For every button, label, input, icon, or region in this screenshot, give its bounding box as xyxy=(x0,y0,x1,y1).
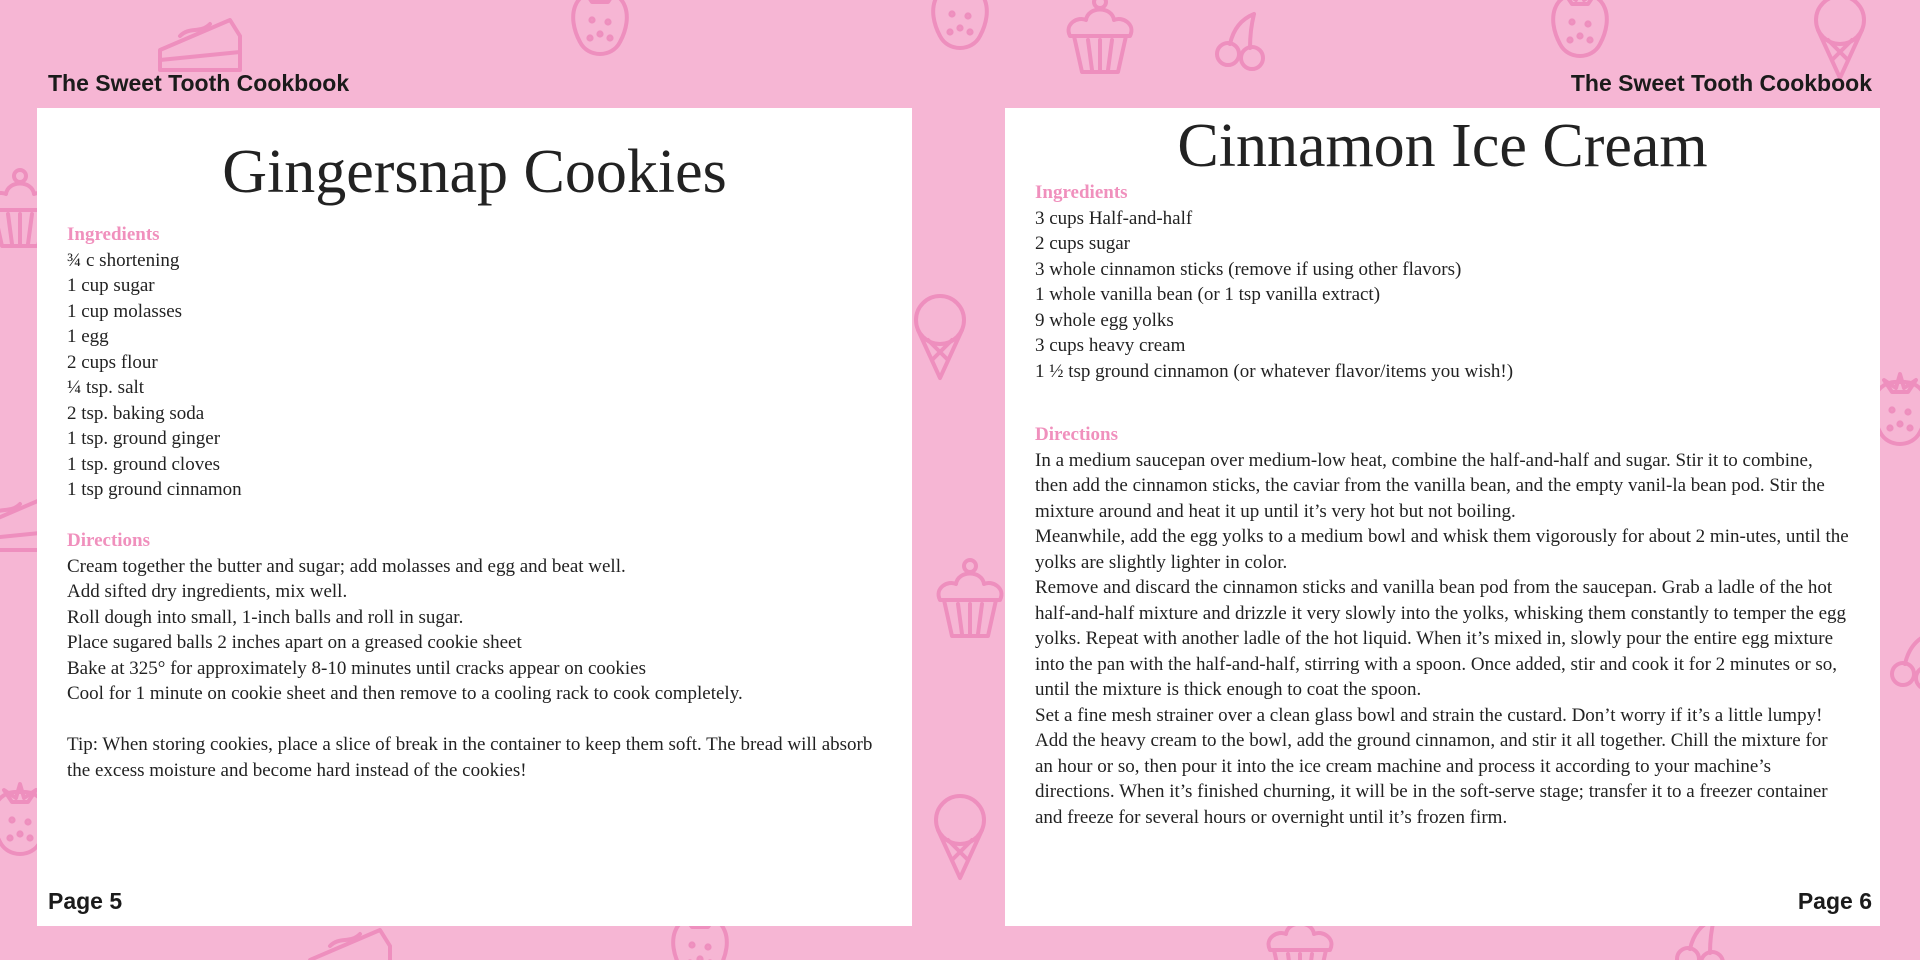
ingredient-item: ¼ tsp. salt xyxy=(67,377,145,399)
direction-step: Remove and discard the cinnamon sticks and vanilla bean pod from the saucepan. Grab a ladle of the hot half-and-half mixture and drizzle it very slowly into the yolks, whisking them constantly to temper the egg yolks. Repeat with another ladle of the hot liquid. When it’s mixed in, slowly pour the entire egg mixture into the pan with the half-and-half, stirring with a spoon. Once added, stir and cook it for 2 minutes or so, until the mixture is thick enough to coat the spoon. xyxy=(1035,577,1846,701)
ingredient-item: 1 tsp ground cinnamon xyxy=(67,479,242,501)
page-number: Page 5 xyxy=(48,888,123,914)
direction-step: Add the heavy cream to the bowl, add the ground cinnamon, and stir it all together. Chill the mixture for an hour or so, then pour it into the ice cream machine and process it according to your machine’s directions. When it’s finished churning, it will be in the soft-serve stage; transfer it to a freezer container and freeze for several hours or overnight until it’s frozen firm. xyxy=(1035,730,1828,828)
direction-step: Cream together the butter and sugar; add molasses and egg and beat well. xyxy=(67,555,626,577)
ingredient-item: 3 whole cinnamon sticks (remove if using other flavors) xyxy=(1035,258,1462,280)
recipe-content xyxy=(1005,180,1880,830)
ingredient-item: 1 whole vanilla bean (or 1 tsp vanilla extract) xyxy=(1035,284,1381,306)
ingredient-item: 9 whole egg yolks xyxy=(1035,309,1174,331)
recipe-card xyxy=(1005,108,1880,926)
directions-list xyxy=(1035,448,1850,831)
directions-heading: Directions xyxy=(1035,424,1119,446)
direction-step: In a medium saucepan over medium-low heat, combine the half-and-half and sugar. Stir it to combine, then add the cinnamon sticks, the caviar from the vanilla bean, and the empty vanil-la bean pod. Stir the mixture around and heat it up until it’s very hot but not boiling. xyxy=(1035,449,1825,522)
directions-heading: Directions xyxy=(67,530,151,552)
book-title: The Sweet Tooth Cookbook xyxy=(1570,70,1872,96)
ingredients-list xyxy=(1035,206,1850,385)
recipe-tip: Tip: When storing cookies, place a slice of break in the container to keep them soft. The bread will absorb the excess moisture and become hard instead of the cookies! xyxy=(67,734,873,781)
ingredient-item: 2 cups flour xyxy=(67,351,158,373)
ingredient-item: 1 egg xyxy=(67,326,109,348)
directions-list xyxy=(67,554,882,707)
ingredient-item: 1 tsp. ground ginger xyxy=(67,428,221,450)
direction-step: Bake at 325° for approximately 8-10 minutes until cracks appear on cookies xyxy=(67,657,647,679)
ingredient-item: 3 cups heavy cream xyxy=(1035,335,1186,357)
ingredient-item: 2 tsp. baking soda xyxy=(67,402,205,424)
ingredient-item: 1 cup sugar xyxy=(67,275,155,297)
direction-step: Place sugared balls 2 inches apart on a greased cookie sheet xyxy=(67,632,522,654)
ingredient-item: 3 cups Half-and-half xyxy=(1035,207,1193,229)
ingredient-item: 1 cup molasses xyxy=(67,300,183,322)
recipe-content xyxy=(37,222,912,783)
ingredient-item: 2 cups sugar xyxy=(1035,233,1130,255)
recipe-card xyxy=(37,108,912,926)
ingredient-item: 1 tsp. ground cloves xyxy=(67,453,221,475)
ingredients-list xyxy=(67,248,882,503)
ingredients-heading: Ingredients xyxy=(1035,182,1128,204)
right-page xyxy=(960,0,1920,960)
recipe-title: Gingersnap Cookies xyxy=(222,138,727,206)
ingredients-heading: Ingredients xyxy=(67,224,160,246)
direction-step: Roll dough into small, 1-inch balls and roll in sugar. xyxy=(67,606,464,628)
recipe-title: Cinnamon Ice Cream xyxy=(1177,112,1708,180)
ingredient-item: ¾ c shortening xyxy=(67,249,180,271)
direction-step: Set a fine mesh strainer over a clean glass bowl and strain the custard. Don’t worry if it’s a little lumpy! xyxy=(1035,704,1823,726)
book-title: The Sweet Tooth Cookbook xyxy=(48,70,350,96)
direction-step: Add sifted dry ingredients, mix well. xyxy=(67,581,348,603)
ingredient-item: 1 ½ tsp ground cinnamon (or whatever flavor/items you wish!) xyxy=(1035,360,1514,382)
page-number: Page 6 xyxy=(1797,888,1872,914)
direction-step: Meanwhile, add the egg yolks to a medium bowl and whisk them vigorously for about 2 min-utes, until the yolks are slightly lighter in color. xyxy=(1035,526,1849,573)
direction-step: Cool for 1 minute on cookie sheet and then remove to a cooling rack to cook completely. xyxy=(67,683,743,705)
